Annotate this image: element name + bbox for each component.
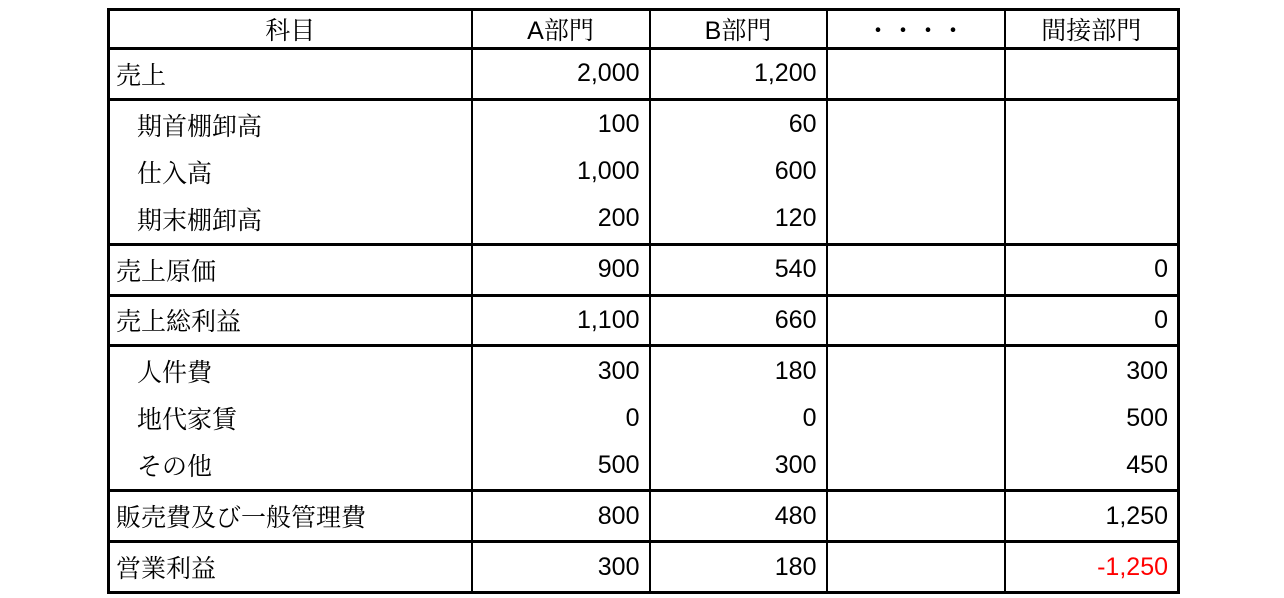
cell-dept-a: 0: [472, 395, 650, 442]
row-purchases: [109, 148, 1179, 195]
row-rent: [109, 395, 1179, 442]
cell-ellipsis: [827, 99, 1005, 148]
cell-dept-a: 2,000: [472, 49, 650, 100]
row-ending-inventory: [109, 195, 1179, 244]
cell-dept-b: 180: [650, 542, 827, 593]
cell-dept-b: 300: [650, 442, 827, 491]
row-label: 売上: [109, 49, 472, 100]
cell-ellipsis: [827, 148, 1005, 195]
cell-dept-a: 1,100: [472, 295, 650, 346]
row-label: 営業利益: [109, 542, 472, 593]
cell-indirect: 0: [1005, 295, 1179, 346]
cell-dept-b: 1,200: [650, 49, 827, 100]
cell-dept-b: 540: [650, 244, 827, 295]
row-label: 地代家賃: [109, 395, 472, 442]
row-other-expenses: [109, 442, 1179, 491]
cell-indirect: [1005, 49, 1179, 100]
cell-ellipsis: [827, 491, 1005, 542]
row-label: 期首棚卸高: [109, 99, 472, 148]
departmental-pl-table: [107, 8, 1180, 594]
cell-indirect: 500: [1005, 395, 1179, 442]
row-gross-profit: [109, 295, 1179, 346]
row-label: 売上総利益: [109, 295, 472, 346]
header-ellipsis: ・・・・: [827, 10, 1005, 49]
cell-dept-a: 800: [472, 491, 650, 542]
cell-dept-a: 300: [472, 542, 650, 593]
cell-ellipsis: [827, 244, 1005, 295]
row-label: 期末棚卸高: [109, 195, 472, 244]
row-label: その他: [109, 442, 472, 491]
cell-dept-a: 1,000: [472, 148, 650, 195]
cell-indirect: 1,250: [1005, 491, 1179, 542]
row-operating-profit: [109, 542, 1179, 593]
cell-dept-b: 120: [650, 195, 827, 244]
header-row: [109, 10, 1179, 49]
cell-ellipsis: [827, 442, 1005, 491]
cell-ellipsis: [827, 395, 1005, 442]
cell-indirect-negative: -1,250: [1005, 542, 1179, 593]
row-label: 仕入高: [109, 148, 472, 195]
header-indirect: 間接部門: [1005, 10, 1179, 49]
cell-dept-a: 100: [472, 99, 650, 148]
row-label: 人件費: [109, 346, 472, 395]
cell-indirect: [1005, 195, 1179, 244]
cell-dept-b: 180: [650, 346, 827, 395]
cell-indirect: [1005, 99, 1179, 148]
row-beginning-inventory: [109, 99, 1179, 148]
header-account: 科目: [109, 10, 472, 49]
header-dept-a: A部門: [472, 10, 650, 49]
cell-dept-a: 200: [472, 195, 650, 244]
row-sga-expenses: [109, 491, 1179, 542]
cell-ellipsis: [827, 49, 1005, 100]
cell-indirect: 450: [1005, 442, 1179, 491]
cell-ellipsis: [827, 346, 1005, 395]
cell-indirect: [1005, 148, 1179, 195]
cell-dept-a: 900: [472, 244, 650, 295]
cell-indirect: 300: [1005, 346, 1179, 395]
cell-dept-a: 300: [472, 346, 650, 395]
row-personnel-expenses: [109, 346, 1179, 395]
cell-dept-b: 660: [650, 295, 827, 346]
cell-indirect: 0: [1005, 244, 1179, 295]
row-label: 売上原価: [109, 244, 472, 295]
cell-ellipsis: [827, 542, 1005, 593]
header-dept-b: B部門: [650, 10, 827, 49]
cell-dept-b: 600: [650, 148, 827, 195]
row-sales: [109, 49, 1179, 100]
row-cost-of-sales: [109, 244, 1179, 295]
cell-ellipsis: [827, 195, 1005, 244]
row-label: 販売費及び一般管理費: [109, 491, 472, 542]
cell-dept-a: 500: [472, 442, 650, 491]
cell-dept-b: 0: [650, 395, 827, 442]
cell-dept-b: 480: [650, 491, 827, 542]
cell-ellipsis: [827, 295, 1005, 346]
pl-table-container: [107, 8, 1180, 594]
cell-dept-b: 60: [650, 99, 827, 148]
